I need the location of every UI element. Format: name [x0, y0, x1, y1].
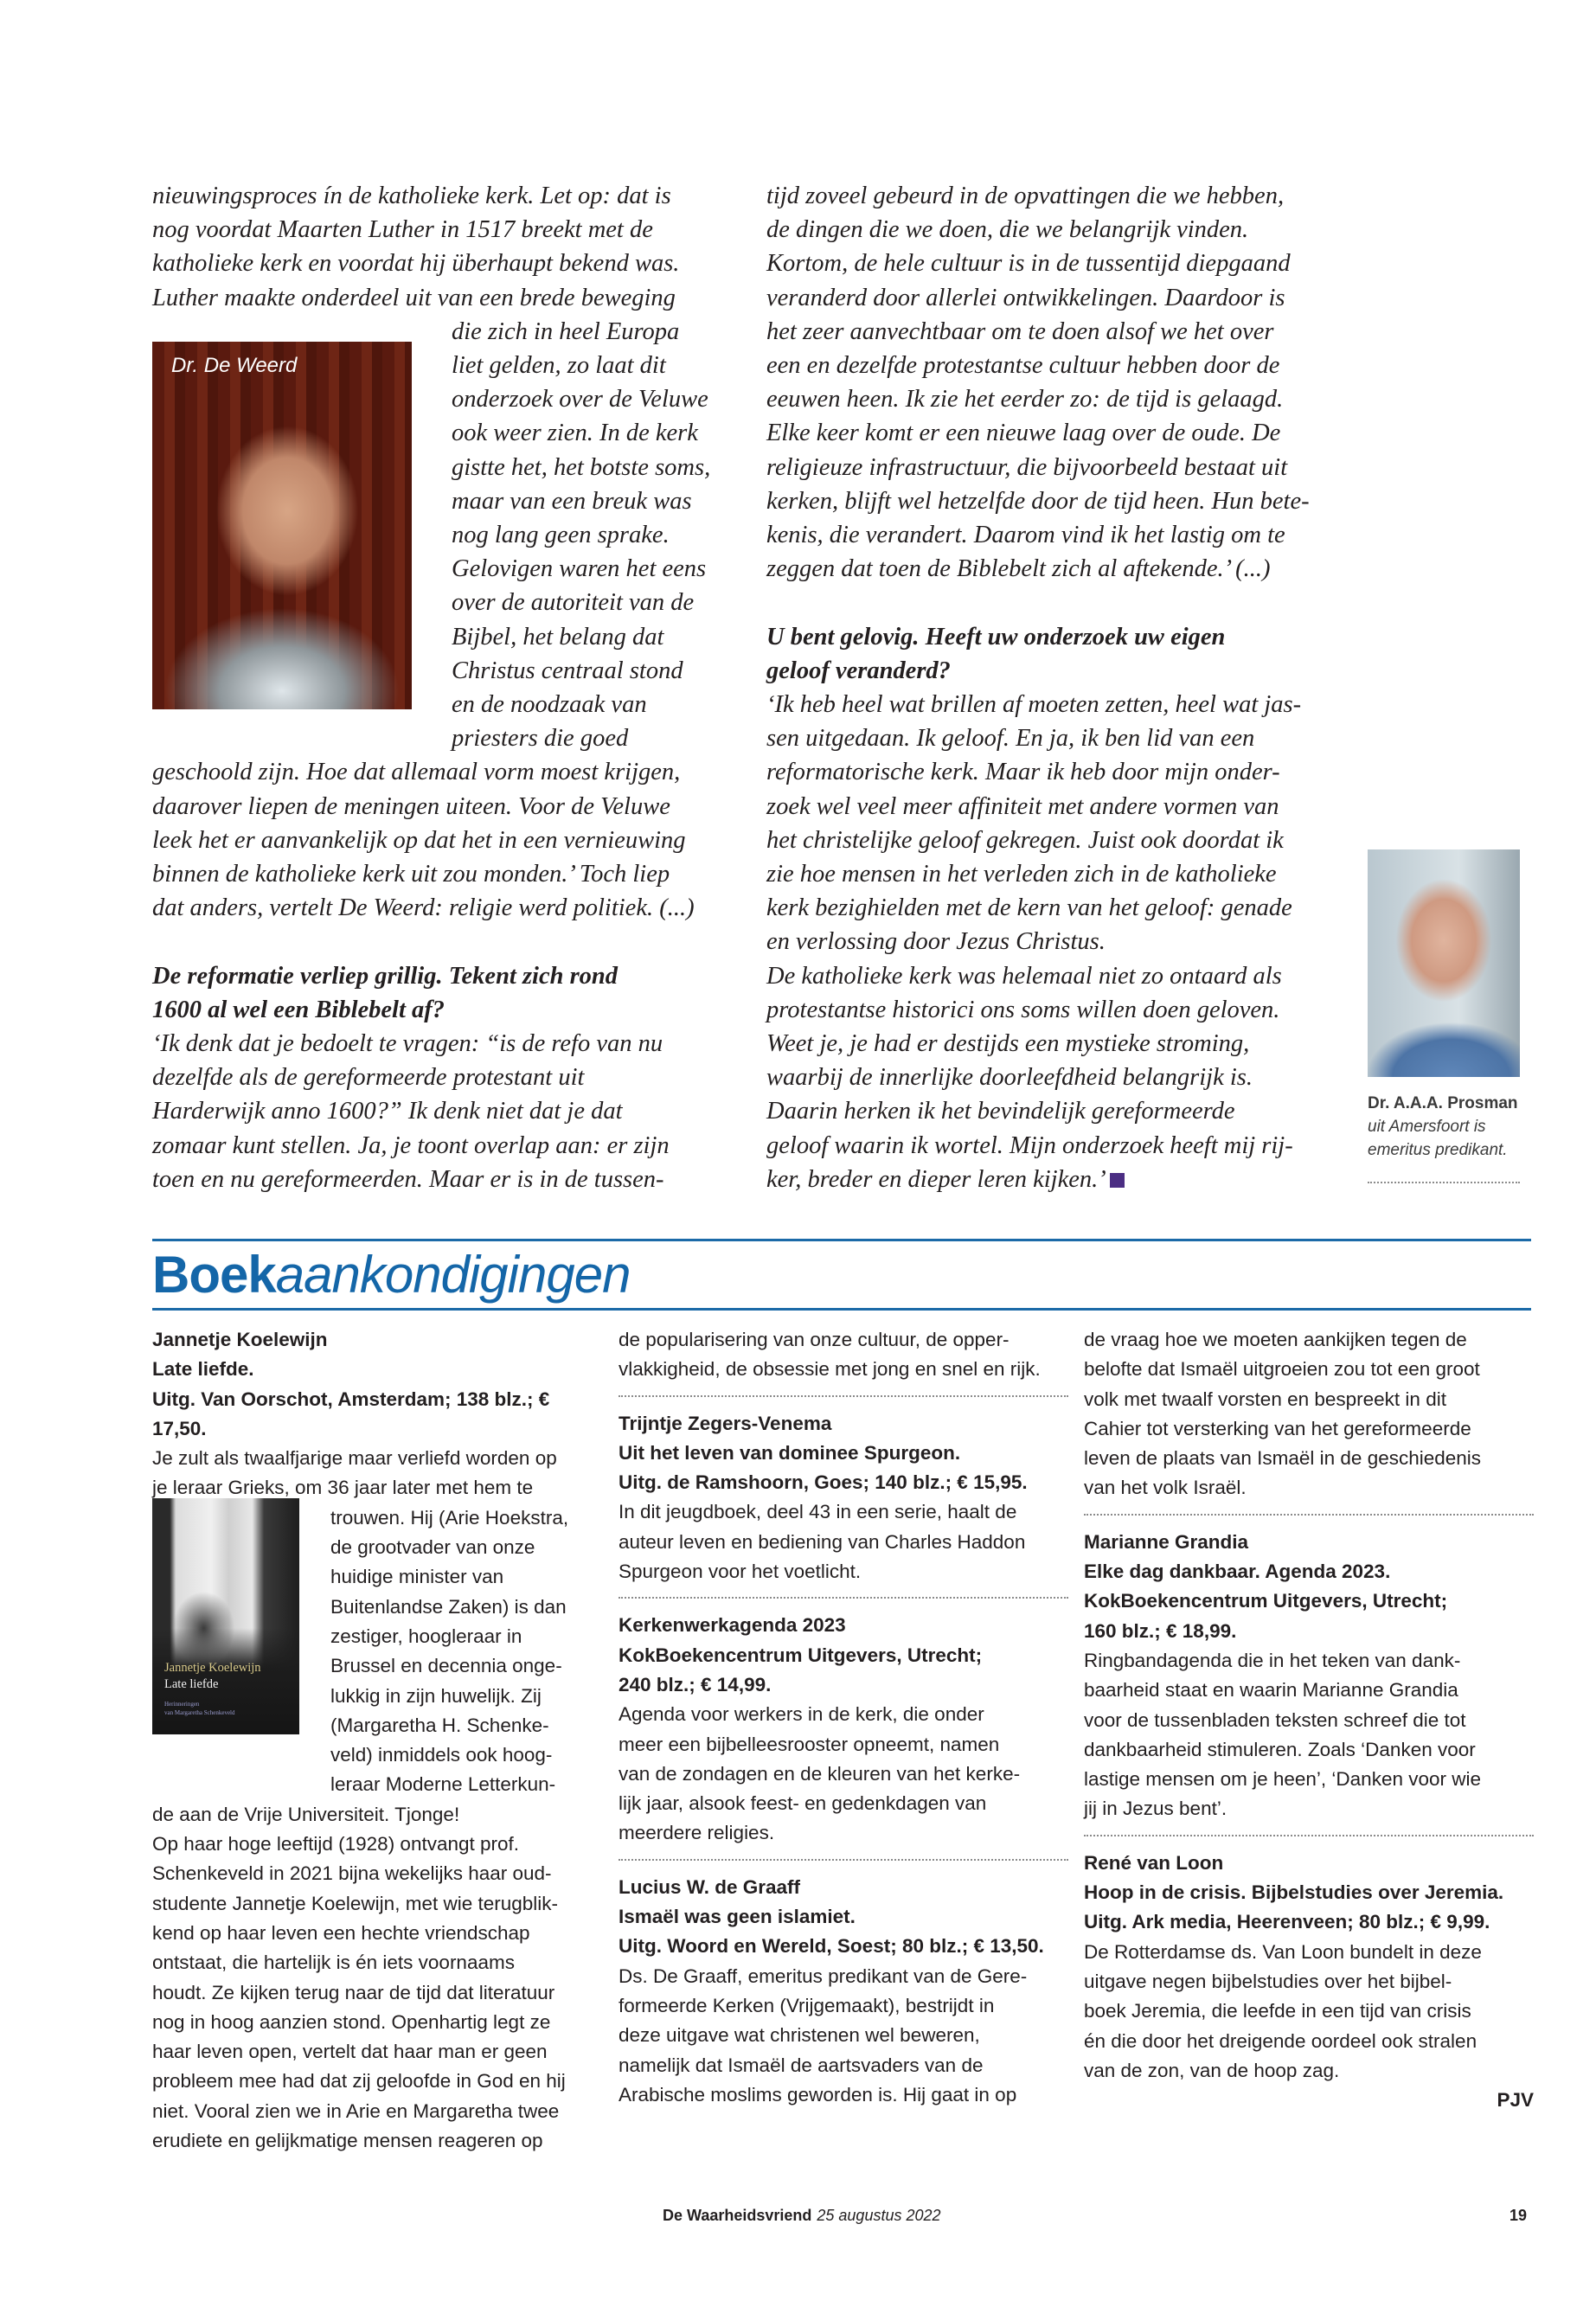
dotted-divider — [1084, 1835, 1534, 1836]
text-line: Luther maakte onderdeel uit van een brede beweging — [152, 284, 676, 311]
text-line: Ringbandagenda die in het teken van dank- — [1084, 1649, 1461, 1671]
text-line: leven de plaats van Ismaël in de geschiedenis — [1084, 1447, 1482, 1470]
text-line: én die door het dreigende oordeel ook stralen — [1084, 2029, 1477, 2052]
author-bio-caption — [1368, 1092, 1541, 1162]
text-line: van het volk Israël. — [1084, 1477, 1247, 1499]
text-line: sen uitgedaan. Ik geloof. En ja, ik ben lid van een — [766, 725, 1255, 753]
dotted-divider — [619, 1597, 1068, 1599]
text-line: zomaar kunt stellen. Ja, je toont overlap aan: er zijn — [152, 1131, 670, 1159]
text-line: geschoold zijn. Hoe dat allemaal vorm moest krijgen, — [152, 759, 681, 786]
book-author: Trijntje Zegers-Venema — [619, 1412, 832, 1434]
section-rule-bottom — [152, 1308, 1531, 1311]
text-line: Elke keer komt er een nieuwe laag over de oude. De — [766, 420, 1281, 447]
text-line: Spurgeon voor het voetlicht. — [619, 1561, 862, 1583]
interview-answer — [152, 1027, 715, 1196]
cover-title: Late liefde — [164, 1677, 219, 1691]
text-line: katholieke kerk en voordat hij überhaupt bekend was. — [152, 250, 680, 278]
book-cover-late-liefde — [152, 1498, 299, 1734]
text-line: zestiger, hoogleraar in — [330, 1625, 522, 1647]
book-announcement — [619, 1611, 1068, 1848]
books-column-middle — [619, 1325, 1068, 2110]
text-line: zeggen dat toen de Biblebelt zich al aftekende.’ (...) — [766, 555, 1271, 583]
reviewer-signature: PJV — [1497, 2089, 1534, 2112]
text-line: tijd zoveel gebeurd in de opvattingen die we hebben, — [766, 183, 1285, 209]
text-line: houdt. Ze kijken terug naar de tijd dat literatuur — [152, 1981, 555, 2003]
text-line: kerk bezighielden met de kern van het geloof: genade — [766, 894, 1292, 922]
text-line: studente Jannetje Koelewijn, met wie terugblik- — [152, 1892, 559, 1914]
text-line: en de noodzaak van — [452, 691, 647, 719]
interview-answer — [766, 688, 1337, 1196]
book-title: Ismaël was geen islamiet. — [619, 1906, 856, 1928]
section-rule-top — [152, 1239, 1531, 1241]
text-line: formeerde Kerken (Vrijgemaakt), bestrijdt in — [619, 1994, 995, 2016]
section-title-bold: Boek — [152, 1246, 276, 1304]
text-line: protestantse historici ons soms willen doen geloven. — [766, 996, 1280, 1023]
text-line: trouwen. Hij (Arie Hoekstra, — [330, 1506, 569, 1529]
text-line: liet gelden, zo laat dit — [452, 352, 666, 380]
dotted-divider — [619, 1395, 1068, 1397]
section-title-italic: aankondigingen — [275, 1246, 631, 1304]
text-line: meer een bijbelleesrooster opneemt, namen — [619, 1733, 1000, 1755]
text-line: ‘Ik heb heel wat brillen af moeten zetten, heel wat jas- — [766, 691, 1302, 719]
page-number: 19 — [1509, 2207, 1528, 2224]
book-announcement — [1084, 1849, 1534, 2086]
text-line: geloof veranderd? — [766, 657, 951, 684]
book-publisher: Uitg. de Ramshoorn, Goes; 140 blz.; € 15,95. — [619, 1471, 1028, 1494]
text-line: veld) inmiddels ook hoog- — [330, 1744, 553, 1766]
author-desc-line: emeritus predikant. — [1368, 1141, 1508, 1159]
text-line-last — [766, 1163, 1337, 1196]
dotted-divider — [1084, 1514, 1534, 1516]
text-line: kenis, die verandert. Daarom vind ik het lastig om te — [766, 522, 1285, 549]
books-column-left — [152, 1325, 602, 2156]
text-line: U bent gelovig. Heeft uw onderzoek uw eigen — [766, 623, 1226, 651]
text-line: Schenkeveld in 2021 bijna wekelijks haar oud- — [152, 1862, 552, 1885]
text-line: nog lang geen sprake. — [452, 522, 670, 549]
book-author: René van Loon — [1084, 1851, 1224, 1874]
books-column-right — [1084, 1325, 1534, 2115]
text-line: uitgave negen bijbelstudies over het bijbel- — [1084, 1970, 1452, 1992]
paragraph-gap — [766, 586, 1337, 619]
text-line: (Margaretha H. Schenke- — [330, 1714, 549, 1736]
text-line: Daarin herken ik het bevindelijk gereformeerde — [766, 1098, 1235, 1125]
book-announcement — [619, 1409, 1068, 1587]
text-line: ontstaat, die hartelijk is én iets voornaams — [152, 1952, 515, 1974]
text-line: de dingen die we doen, die we belangrijk vinden. — [766, 216, 1249, 244]
book-author: Lucius W. de Graaff — [619, 1875, 801, 1898]
text-line: de popularisering van onze cultuur, de opper- — [619, 1329, 1010, 1350]
text-line: reformatorische kerk. Maar ik heb door mijn onder- — [766, 759, 1280, 786]
text-line: probleem mee had dat zij geloofde in God en hij — [152, 2070, 566, 2093]
paragraph-gap — [152, 925, 715, 958]
text-line: de aan de Vrije Universiteit. Tjonge! — [152, 1803, 460, 1825]
article-paragraph — [766, 179, 1337, 586]
issue-date: 25 augustus 2022 — [817, 2207, 941, 2224]
text-line: Harderwijk anno 1600?” Ik denk niet dat je dat — [152, 1098, 623, 1125]
end-of-article-square-icon — [1110, 1173, 1125, 1188]
text-line: nog voordat Maarten Luther in 1517 breekt met de — [152, 216, 653, 244]
text-line: Brussel en decennia onge- — [330, 1655, 562, 1677]
book-announcement — [152, 1325, 602, 2156]
portrait-photo-de-weerd — [152, 342, 412, 709]
text-line: Kortom, de hele cultuur is in de tussentijd diepgaand — [766, 250, 1291, 278]
text-line: huidige minister van — [330, 1566, 504, 1588]
book-publisher: 240 blz.; € 14,99. — [619, 1673, 772, 1695]
text-line: namelijk dat Ismaël de aartsvaders van de — [619, 2054, 984, 2076]
text-line: belofte dat Ismaël uitgroeien zou tot een groot — [1084, 1358, 1480, 1381]
text-line: de grootvader van onze — [330, 1536, 535, 1559]
text-line: De Rotterdamse ds. Van Loon bundelt in deze — [1084, 1940, 1482, 1963]
text-line: Buitenlandse Zaken) is dan — [330, 1595, 567, 1618]
text-line: nieuwingsproces ín de katholieke kerk. Let op: dat is — [152, 183, 671, 209]
text-line: lastige mensen om je heen’, ‘Danken voor wie — [1084, 1768, 1481, 1791]
text-line: lukkig in zijn huwelijk. Zij — [330, 1684, 542, 1707]
text-line: kerken, blijft wel hetzelfde door de tijd heen. Hun bete- — [766, 487, 1310, 515]
book-publisher: Uitg. Ark media, Heerenveen; 80 blz.; € 9,99. — [1084, 1911, 1490, 1933]
text-line: meerdere religies. — [619, 1822, 775, 1844]
text-line: deze uitgave wat christenen wel beweren, — [619, 2024, 980, 2047]
author-desc-line: uit Amersfoort is — [1368, 1118, 1486, 1136]
book-publisher: Uitg. Woord en Wereld, Soest; 80 blz.; € 13,50. — [619, 1935, 1044, 1958]
text-line: zie hoe mensen in het verleden zich in de katholieke — [766, 861, 1277, 888]
book-title: Kerkenwerkagenda 2023 — [619, 1614, 846, 1637]
text-line: maar van een breuk was — [452, 487, 692, 515]
text-line: een en dezelfde protestantse cultuur hebben door de — [766, 352, 1280, 380]
book-announcement — [1084, 1528, 1534, 1824]
text-line: ker, breder en dieper leren kijken.’ — [766, 1165, 1106, 1193]
cover-author: Jannetje Koelewijn — [164, 1661, 261, 1675]
book-publisher: Uitg. Van Oorschot, Amsterdam; 138 blz.; € 17,50. — [152, 1388, 550, 1439]
book-author: Marianne Grandia — [1084, 1530, 1249, 1553]
book-title: Hoop in de crisis. Bijbelstudies over Jeremia. — [1084, 1881, 1504, 1904]
text-line: baarheid staat en waarin Marianne Grandia — [1084, 1679, 1458, 1702]
text-line: kend op haar leven een hechte vriendschap — [152, 1921, 530, 1944]
author-name: Dr. A.A.A. Prosman — [1368, 1094, 1518, 1112]
article-paragraph — [152, 755, 715, 925]
book-publisher: 160 blz.; € 18,99. — [1084, 1619, 1237, 1642]
text-line: je leraar Grieks, om 36 jaar later met hem te — [152, 1477, 534, 1499]
page-footer — [663, 2207, 941, 2225]
text-line: dankbaarheid stimuleren. Zoals ‘Danken voor — [1084, 1738, 1476, 1760]
text-line: Op haar hoge leeftijd (1928) ontvangt prof. — [152, 1833, 520, 1856]
section-title — [152, 1243, 630, 1307]
book-title: Uit het leven van dominee Spurgeon. — [619, 1441, 961, 1464]
text-line: Bijbel, het belang dat — [452, 623, 664, 651]
text-line: religieuze infrastructuur, die bijvoorbeeld bestaat uit — [766, 453, 1288, 481]
text-line: priesters die goed — [452, 725, 629, 753]
text-line: het christelijke geloof gekregen. Juist ook doordat ik — [766, 826, 1284, 854]
text-line: gistte het, het botste soms, — [452, 453, 711, 481]
text-line: die zich in heel Europa — [452, 317, 680, 345]
text-line: ‘Ik denk dat je bedoelt te vragen: “is de refo van nu — [152, 1030, 663, 1058]
text-line: De katholieke kerk was helemaal niet zo ontaard als — [766, 962, 1282, 990]
text-line: Cahier tot versterking van het gereformeerde — [1084, 1417, 1471, 1439]
text-line: vlakkigheid, de obsessie met jong en snel en rijk. — [619, 1358, 1041, 1381]
text-line: en verlossing door Jezus Christus. — [766, 928, 1106, 956]
text-line: zoek wel veel meer affiniteit met andere vormen van — [766, 792, 1279, 820]
interview-question — [152, 959, 715, 1027]
book-author: Jannetje Koelewijn — [152, 1329, 328, 1350]
portrait-photo-prosman — [1368, 849, 1520, 1077]
text-line: Arabische moslims geworden is. Hij gaat in op — [619, 2083, 1017, 2106]
text-line: lijk jaar, alsook feest- en gedenkdagen van — [619, 1792, 987, 1815]
cover-subtitle — [164, 1700, 235, 1717]
text-line: geloof waarin ik wortel. Mijn onderzoek heeft mij rij- — [766, 1131, 1293, 1159]
text-line: daarover liepen de meningen uiteen. Voor de Veluwe — [152, 792, 670, 820]
book-title: Elke dag dankbaar. Agenda 2023. — [1084, 1561, 1391, 1583]
text-line: het zeer aanvechtbaar om te doen alsof we het over — [766, 317, 1274, 345]
text-line: onderzoek over de Veluwe — [452, 386, 708, 413]
book-title: Late liefde. — [152, 1358, 254, 1381]
text-line: 1600 al wel een Biblebelt af? — [152, 996, 445, 1023]
text-line: Gelovigen waren het eens — [452, 555, 707, 583]
text-line: boek Jeremia, die leefde in een tijd van crisis — [1084, 2000, 1471, 2022]
text-line: van de zon, van de hoop zag. — [1084, 2059, 1340, 2081]
cover-subtitle-line: Herinneringen — [164, 1701, 200, 1708]
text-line: nog in hoog aanzien stond. Openhartig legt ze — [152, 2010, 551, 2033]
text-line: volk met twaalf vorsten en bespreekt in dit — [1084, 1388, 1446, 1410]
text-line: dezelfde als de gereformeerde protestant uit — [152, 1064, 585, 1092]
dotted-divider — [619, 1859, 1068, 1861]
photo-caption: Dr. De Weerd — [171, 354, 298, 377]
text-line: dat anders, vertelt De Weerd: religie werd politiek. (...) — [152, 894, 695, 922]
text-line: haar leven open, vertelt dat haar man er geen — [152, 2041, 548, 2063]
publication-name: De Waarheidsvriend — [663, 2207, 812, 2224]
text-line: binnen de katholieke kerk uit zou monden.’ Toch liep — [152, 861, 670, 888]
book-publisher: KokBoekencentrum Uitgevers, Utrecht; — [1084, 1590, 1448, 1612]
text-line: Je zult als twaalfjarige maar verliefd worden op — [152, 1447, 557, 1470]
book-publisher: KokBoekencentrum Uitgevers, Utrecht; — [619, 1644, 983, 1666]
book-announcement — [619, 1873, 1068, 2110]
text-line: eeuwen heen. Ik zie het eerder zo: de tijd is gelaagd. — [766, 386, 1284, 413]
text-line: De reformatie verliep grillig. Tekent zich rond — [152, 962, 619, 990]
text-line: Ds. De Graaff, emeritus predikant van de Gere- — [619, 1965, 1028, 1987]
text-line: niet. Vooral zien we in Arie en Margaretha twee — [152, 2099, 560, 2122]
text-line: In dit jeugdboek, deel 43 in een serie, haalt de — [619, 1501, 1017, 1523]
text-line: jij in Jezus bent’. — [1084, 1798, 1227, 1820]
text-line: voor de tussenbladen teksten schreef die tot — [1084, 1708, 1466, 1731]
text-line: Christus centraal stond — [452, 657, 683, 684]
interview-question — [766, 620, 1337, 688]
text-line: veranderd door allerlei ontwikkelingen. Daardoor is — [766, 284, 1285, 311]
text-line: van de zondagen en de kleuren van het kerke- — [619, 1762, 1021, 1785]
text-line: over de autoriteit van de — [452, 589, 695, 617]
article-intro-lines — [152, 179, 715, 315]
text-line: ook weer zien. In de kerk — [452, 420, 698, 447]
text-line: toen en nu gereformeerden. Maar er is in de tussen- — [152, 1165, 664, 1193]
dotted-divider — [1368, 1182, 1520, 1183]
text-line: Weet je, je had er destijds een mystieke stroming, — [766, 1030, 1250, 1058]
cover-subtitle-line: van Margaretha Schenkeveld — [164, 1709, 235, 1716]
text-line: de vraag hoe we moeten aankijken tegen de — [1084, 1329, 1467, 1350]
text-line: leek het er aanvankelijk op dat het in een vernieuwing — [152, 826, 686, 854]
text-line: erudiete en gelijkmatige mensen reageren op — [152, 2130, 543, 2152]
text-line: auteur leven en bediening van Charles Haddon — [619, 1530, 1026, 1553]
text-line: waarbij de innerlijke doorleefdheid belangrijk is. — [766, 1064, 1253, 1092]
article-column-right — [766, 179, 1337, 1196]
text-line: Agenda voor werkers in de kerk, die onder — [619, 1703, 984, 1726]
text-line: leraar Moderne Letterkun- — [330, 1773, 556, 1796]
